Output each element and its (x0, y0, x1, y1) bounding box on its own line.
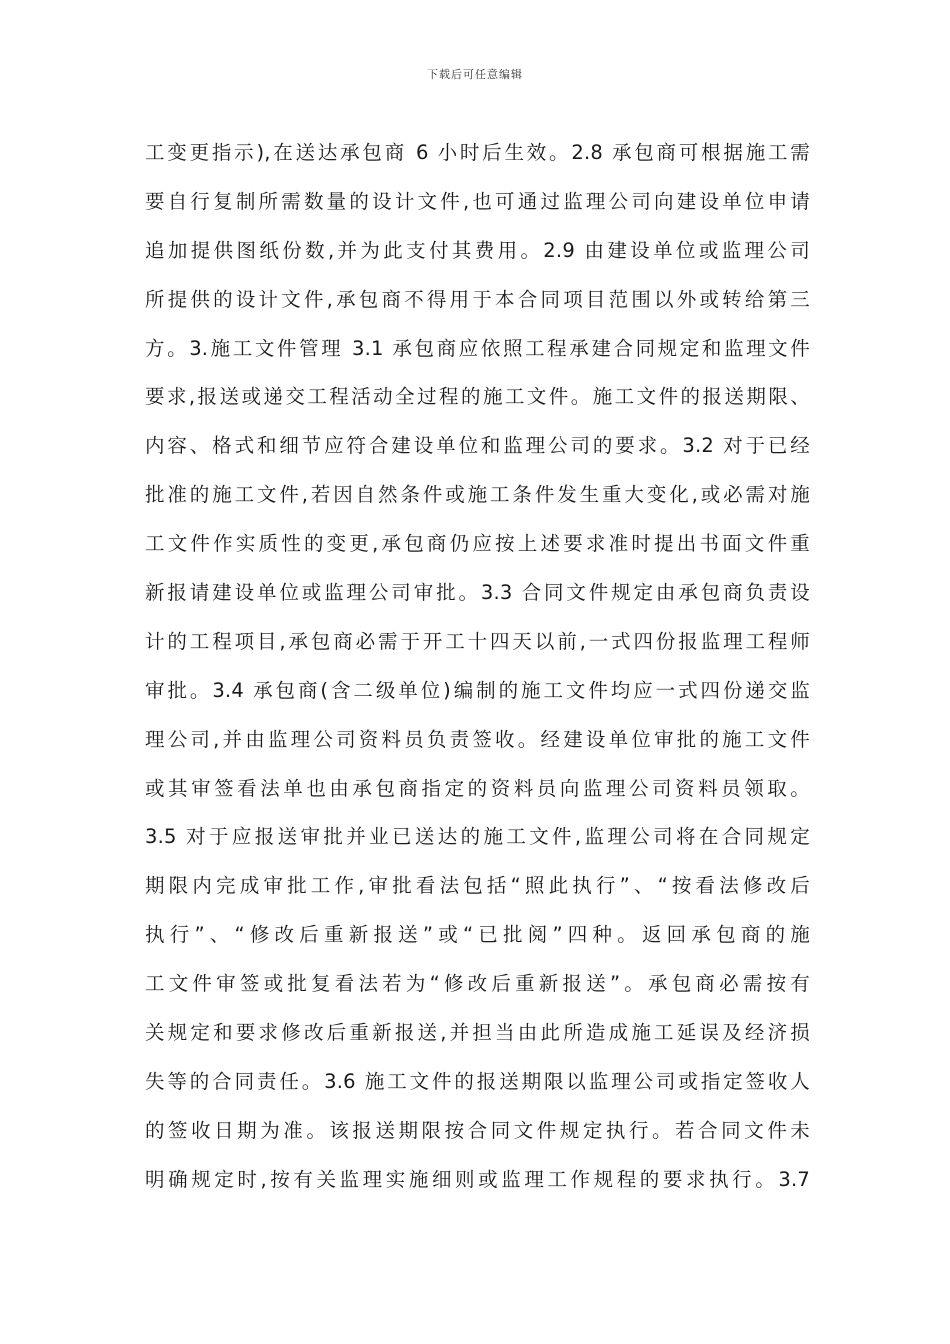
body-line-14: 或其审签看法单也由承包商指定的资料员向监理公司资料员领取。 (145, 776, 810, 800)
body-line-22: 明确规定时,按有关监理实施细则或监理工作规程的要求执行。3.7 (145, 1167, 810, 1191)
body-line-9: 工文件作实质性的变更,承包商仍应按上述要求准时提出书面文件重 (145, 532, 810, 556)
body-line-7: 内容、格式和细节应符合建设单位和监理公司的要求。3.2 对于已经 (145, 434, 810, 458)
body-line-17: 执行”、“修改后重新报送”或“已批阅”四种。返回承包商的施 (145, 923, 810, 947)
body-line-4: 所提供的设计文件,承包商不得用于本合同项目范围以外或转给第三 (145, 287, 810, 311)
body-line-15: 3.5 对于应报送审批并业已送达的施工文件,监理公司将在合同规定 (145, 825, 810, 849)
body-line-13: 理公司,并由监理公司资料员负责签收。经建设单位审批的施工文件 (145, 727, 810, 751)
page-header: 下载后可任意编辑 (427, 68, 523, 81)
body-line-6: 要求,报送或递交工程活动全过程的施工文件。施工文件的报送期限、 (145, 385, 810, 409)
body-line-21: 的签收日期为准。该报送期限按合同文件规定执行。若合同文件未 (145, 1118, 810, 1142)
body-line-11: 计的工程项目,承包商必需于开工十四天以前,一式四份报监理工程师 (145, 629, 810, 653)
body-line-5: 方。3.施工文件管理 3.1 承包商应依照工程承建合同规定和监理文件 (145, 336, 810, 360)
body-line-16: 期限内完成审批工作,审批看法包括“照此执行”、“按看法修改后 (145, 874, 810, 898)
body-line-20: 失等的合同责任。3.6 施工文件的报送期限以监理公司或指定签收人 (145, 1069, 810, 1093)
body-line-19: 关规定和要求修改后重新报送,并担当由此所造成施工延误及经济损 (145, 1021, 810, 1045)
body-line-3: 追加提供图纸份数,并为此支付其费用。2.9 由建设单位或监理公司 (145, 238, 810, 262)
body-line-18: 工文件审签或批复看法若为“修改后重新报送”。承包商必需按有 (145, 972, 810, 996)
body-line-8: 批准的施工文件,若因自然条件或施工条件发生重大变化,或必需对施 (145, 483, 810, 507)
body-line-2: 要自行复制所需数量的设计文件,也可通过监理公司向建设单位申请 (145, 189, 810, 213)
document-body (145, 129, 810, 1205)
body-line-12: 审批。3.4 承包商(含二级单位)编制的施工文件均应一式四份递交监 (145, 678, 810, 702)
body-line-10: 新报请建设单位或监理公司审批。3.3 合同文件规定由承包商负责设 (145, 581, 810, 605)
body-line-1: 工变更指示),在送达承包商 6 小时后生效。2.8 承包商可根据施工需 (145, 141, 810, 164)
